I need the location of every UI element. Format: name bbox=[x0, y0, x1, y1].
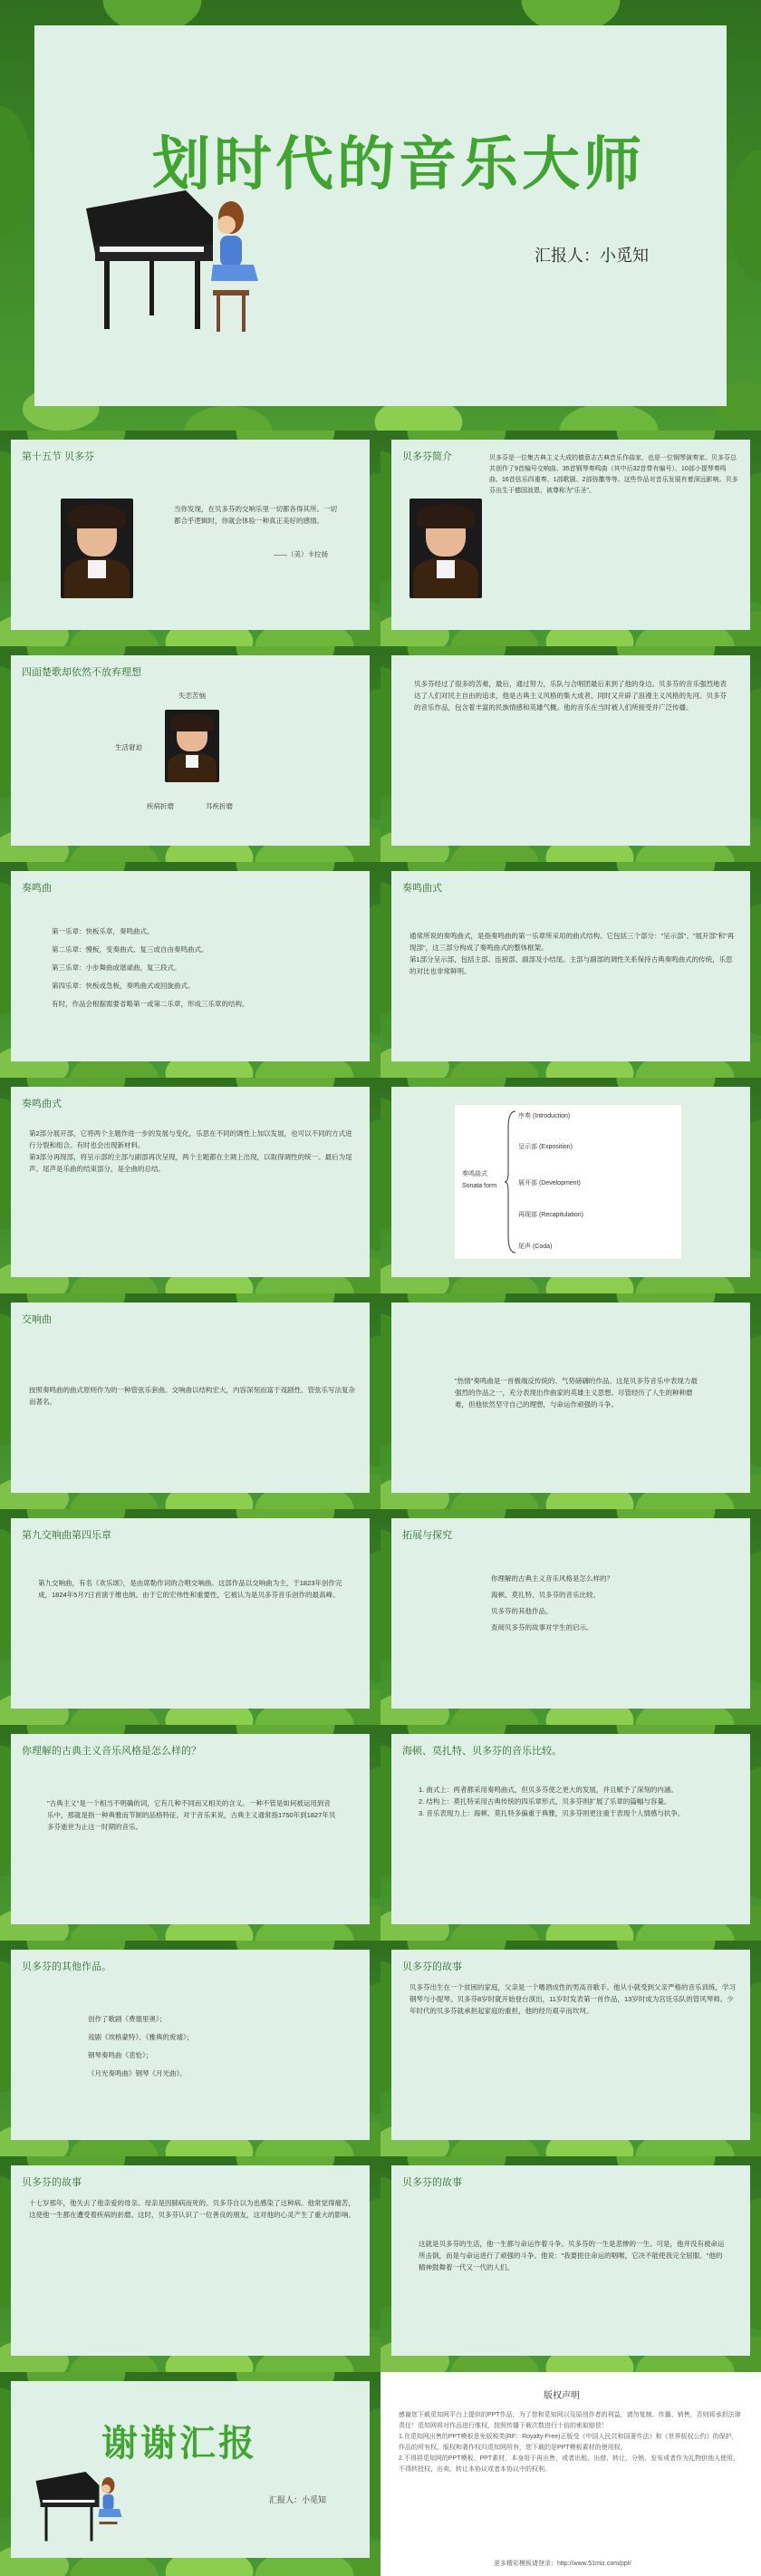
slide-card bbox=[11, 871, 370, 1061]
slide-title: 贝多芬的故事 bbox=[402, 2177, 462, 2188]
diagram-branch: 展开部 (Development) bbox=[518, 1180, 581, 1186]
sonata-line: 第二乐章：慢板，变奏曲式、复三或自由奏鸣曲式。 bbox=[52, 945, 208, 954]
slide-copyright bbox=[380, 2372, 761, 2576]
slide-title: 贝多芬简介 bbox=[402, 451, 452, 462]
slide-title: 贝多芬的故事 bbox=[22, 2177, 82, 2188]
slide-sonata-diagram bbox=[380, 1078, 761, 1293]
diagram-center: 奏鸣曲式 Sonata form bbox=[462, 1171, 497, 1189]
slide-other-works bbox=[0, 1941, 380, 2156]
thanks-title: 谢谢汇报 bbox=[101, 2423, 257, 2465]
slide-card bbox=[11, 1303, 370, 1493]
slide-card bbox=[11, 440, 370, 630]
piano-player-illustration bbox=[77, 181, 267, 344]
explore-line: 你理解的古典主义音乐风格是怎么样的？ bbox=[491, 1574, 613, 1583]
slide-card bbox=[11, 1518, 370, 1709]
quote-attribution: ——（美）卡拉扬 bbox=[274, 550, 328, 558]
sonata-line: 第四乐章：快板或急板，奏鸣曲式或回旋曲式。 bbox=[52, 982, 195, 990]
sonata-form-diagram bbox=[455, 1105, 681, 1259]
diagram-branch: 序奏 (Introduction) bbox=[518, 1113, 571, 1119]
slide-story-3 bbox=[380, 2156, 761, 2372]
story-text: 贝多芬出生在一个贫困的家庭，父亲是一个嗜酒成性的男高音歌手。他从小就受到父亲严格的音乐训练，学习钢琴与小提琴。贝多芬8岁时就开始登台演出，11岁时发表第一首作品，13岁时成为宫廷乐队的管风琴师。少年时代的贝多芬就承担起家庭的重担，他的经历艰辛而坎坷。 bbox=[409, 1983, 736, 2015]
ninth-text: 第九交响曲，有名《欢乐颂》，是由席勒作词的合唱交响曲。这部作品以交响曲为主，于1823年创作完成，1824年5月7日首演于维也纳。由于它的宏伟性和重要性，它被认为是贝多芬音乐创作的最高峰。 bbox=[38, 1579, 342, 1599]
struggle-text: 贝多芬经过了很多的苦难，最后，通过努力，乐队与合唱团最后来到了他的身边。贝多芬的音乐强烈地表达了人们对民主自由的追求，他是古典主义风格的集大成者，同时又开辟了浪漫主义风格的先河。贝多芬的音乐作品，包含着丰富的民族情感和英雄气概。他的音乐在当时被人们所接受并广泛传播。 bbox=[414, 680, 727, 712]
sonata-line: 有时，作品会根据需要省略第一或第二乐章，形成三乐章的结构。 bbox=[52, 1000, 249, 1008]
slide-ninth-symphony bbox=[0, 1509, 380, 1725]
slide-sonata-form-2 bbox=[0, 1078, 380, 1293]
slide-card bbox=[11, 2165, 370, 2356]
slide-title: 第九交响曲第四乐章 bbox=[22, 1530, 111, 1541]
explore-line: 贝多芬的其他作品。 bbox=[491, 1607, 553, 1615]
slide-title: 贝多芬的故事 bbox=[402, 1961, 462, 1972]
symphony-text: 按照奏鸣曲的曲式原则作为的一种管弦乐套曲。交响曲以结构宏大，内容深刻而富于戏剧性、管弦乐写法复杂而著名。 bbox=[29, 1386, 355, 1406]
copyright-footer[interactable]: 更多精彩模板请登录：http://www.51miz.com/ppt/ bbox=[494, 2561, 631, 2567]
sonata-line: 第三乐章：小步舞曲或谐谑曲，复三段式。 bbox=[52, 964, 181, 972]
slide-card bbox=[391, 2165, 750, 2356]
slide-appassionata bbox=[380, 1293, 761, 1509]
slide-classicism bbox=[0, 1725, 380, 1941]
slide-title: 奏鸣曲 bbox=[22, 883, 52, 894]
slide-beethoven-intro bbox=[380, 431, 761, 646]
adversity-label: 失恋苦恼 bbox=[178, 692, 206, 700]
intro-text: 贝多芬是一位集古典主义大成的德意志古典音乐作曲家，也是一位钢琴演奏家。贝多芬总共创作了9首编号交响曲、35首钢琴奏鸣曲（其中后32首带有编号）、10部小提琴奏鸣曲、16首弦乐四重奏、1部歌剧、2部弥撒等等。这些作品对音乐发展有着深远影响。贝多芬出生于德国波恩，被尊称为"乐圣"。 bbox=[489, 455, 738, 494]
works-line: 钢琴奏鸣曲《悲怆》； bbox=[88, 2051, 153, 2059]
slide-struggle bbox=[380, 646, 761, 862]
quote-text: 当你发现，在贝多芬的交响乐里一切都各得其所。一切都合乎逻辑时，你就会体验一种真正美好的感情。 bbox=[174, 505, 337, 525]
slide-thanks bbox=[0, 2372, 380, 2576]
slide-symphony bbox=[0, 1293, 380, 1509]
slide-title: 交响曲 bbox=[22, 1314, 52, 1325]
adversity-label: 疾病折磨 bbox=[147, 802, 174, 810]
slide-card bbox=[391, 1518, 750, 1709]
story-text: 十七岁那年，他失去了他亲爱的母亲。母亲是因肺病而死的。贝多芬自以为也感染了这种病。他常觉得痛苦，这使他一生都在遭受着疾病的折磨。这时，贝多芬认识了一位善良的朋友，这对他的心灵产生了重大的影响。 bbox=[29, 2199, 355, 2219]
slide-card bbox=[11, 655, 370, 846]
slide-card bbox=[11, 1950, 370, 2140]
beethoven-portrait bbox=[409, 499, 482, 598]
slide-card bbox=[391, 1303, 750, 1493]
works-line: 创作了歌剧《费德里奥》； bbox=[88, 2015, 167, 2023]
diagram-branch: 呈示部 (Exposition) bbox=[518, 1144, 573, 1150]
adversity-label: 生活窘迫 bbox=[115, 743, 142, 751]
slide-title: 海顿、莫扎特、贝多芬的音乐比较。 bbox=[402, 1746, 562, 1757]
sonata-form-text: 通常所说的奏鸣曲式，是指奏鸣曲的第一乐章所采用的曲式结构。它包括三个部分："呈示部"、"展开部"和"再现部"，这三部分构成了奏鸣曲式的整体框架。 第1部分呈示部，包括主部、连接部、副部及小结尾。主部与副部的调性关系保持古典奏鸣曲式的传统，乐思的对比也非常鲜明。 bbox=[409, 932, 735, 975]
slide-card bbox=[391, 1087, 750, 1277]
copyright-title: 版权声明 bbox=[544, 2391, 580, 2401]
comparison-text: 1. 曲式上：两者都采用奏鸣曲式，但贝多芬使之更大的发展，并且赋予了深刻的内涵。 2. 结构上：莫扎特采用古典传统的四乐章形式，贝多芬则扩展了乐章的篇幅与容量。 3. 音乐表现力上：海顿、莫扎特多偏重于典雅，贝多芬则更注重于表现个人情感与抗争。 bbox=[419, 1786, 685, 1817]
slide-title: 贝多芬的其他作品。 bbox=[22, 1961, 111, 1972]
adversity-label: 耳疾折磨 bbox=[206, 802, 233, 810]
diagram-branch: 再现部 (Recapitulation) bbox=[518, 1212, 583, 1218]
slide-card bbox=[391, 1734, 750, 1924]
slide-adversity bbox=[0, 646, 380, 862]
slide-story-2 bbox=[0, 2156, 380, 2372]
cover-slide bbox=[0, 0, 761, 431]
cover-title: 划时代的音乐大师 bbox=[152, 131, 645, 199]
classicism-text: "古典主义"是一个相当不明确的词，它有几种不同而又相关的含义。一种不管是如何被运用到音乐中，那就是指一种典雅而节制的品格特征。对于音乐来说，古典主义通常指1750年到1827年贝多芬逝世为止这一时期的音乐。 bbox=[47, 1799, 336, 1831]
slide-sonata-form-1 bbox=[380, 862, 761, 1078]
beethoven-portrait bbox=[61, 499, 133, 598]
diagram-brace bbox=[505, 1109, 518, 1254]
works-line: 《月光奏鸣曲》钢琴《月光曲》。 bbox=[88, 2069, 187, 2077]
copyright-text: 感谢您下载觅知网平台上提供的PPT作品，为了您和觅知网以及原创作者的利益，请勿复制、传播、销售，否则将承担法律责任！觅知网将对作品进行维权，按照传播下载次数进行十倍的索取赔偿！ 1.在觅知网出售的PPT模板是免版税类(RF：Royalty-Free)正版受《中国人民共和国著作法》和《世界版权公约》的保护，作品的所有权、版权和著作权归觅知网所有，您下载的是PPT模板素材的使用权。 2.不得将觅知网的PPT模板、PPT素材，本身用于再出售，或者出租、出借、转让、分销、发布或者作为礼物供他人使用，不得转授权、出卖、转让本协议或者本协议中的权利。 bbox=[399, 2412, 741, 2473]
slide-explore bbox=[380, 1509, 761, 1725]
beethoven-portrait bbox=[165, 710, 219, 782]
slide-card bbox=[11, 1087, 370, 1277]
slide-card bbox=[391, 655, 750, 846]
slide-card bbox=[391, 871, 750, 1061]
slide-comparison bbox=[380, 1725, 761, 1941]
slide-title: 奏鸣曲式 bbox=[402, 883, 442, 894]
slide-beethoven-quote bbox=[0, 431, 380, 646]
slide-card bbox=[391, 440, 750, 630]
explore-line: 海顿、莫扎特、贝多芬的音乐比较。 bbox=[491, 1591, 600, 1599]
sonata-line: 第一乐章：快板乐章，奏鸣曲式。 bbox=[52, 927, 154, 935]
cover-reporter: 汇报人：小觅知 bbox=[535, 247, 649, 265]
slide-title: 你理解的古典主义音乐风格是怎么样的？ bbox=[22, 1746, 201, 1757]
slide-card bbox=[391, 1950, 750, 2140]
explore-line: 查阅贝多芬的故事对学生的启示。 bbox=[491, 1623, 593, 1632]
slide-card bbox=[11, 2381, 370, 2558]
slide-title: 奏鸣曲式 bbox=[22, 1099, 62, 1109]
slide-title: 四面楚歌却依然不放弃理想 bbox=[22, 667, 141, 678]
piano-player-illustration bbox=[29, 2467, 129, 2549]
works-line: 戏剧《埃格蒙特》、《雅典的废墟》； bbox=[88, 2033, 194, 2041]
appassionata-text: "热情"奏鸣曲是一首极端反传统的、气势磅礴的作品。这是贝多芬音乐中表现力最强烈的作品之一，充分表现出作曲家的英雄主义思想。尽管经历了人生的种种磨难，但他依然坚守自己的理想，与命运作顽强的斗争。 bbox=[455, 1377, 698, 1409]
sonata-form-text: 第2部分展开部，它将两个主题作进一步的发展与变化，乐思在不同的调性上加以发展，也可以不同的方式进行分裂和组合。有时也会出现新材料。 第3部分再现部，将呈示部的主部与副部再次呈现，两个主题都在主调上出现，以取得调性的统一。最后为尾声。尾声是乐曲的结束部分，是全曲的总结。 bbox=[29, 1129, 352, 1173]
thanks-reporter: 汇报人：小觅知 bbox=[269, 2495, 327, 2504]
slide-sonata bbox=[0, 862, 380, 1078]
story-text: 这就是贝多芬的生活，他一生都与命运作着斗争。贝多芬的一生是悲惨的一生。可是，他并没有被命运所击倒，而是与命运进行了顽强的斗争。他说："我要扼住命运的咽喉，它决不能使我完全屈服。"他的精神鼓舞着一代又一代的人们。 bbox=[419, 2240, 725, 2271]
slide-card bbox=[11, 1734, 370, 1924]
diagram-branch: 尾声 (Coda) bbox=[518, 1244, 553, 1250]
slide-title: 拓展与探究 bbox=[402, 1530, 452, 1541]
slide-story-1 bbox=[380, 1941, 761, 2156]
slide-title: 第十五节 贝多芬 bbox=[22, 451, 95, 462]
